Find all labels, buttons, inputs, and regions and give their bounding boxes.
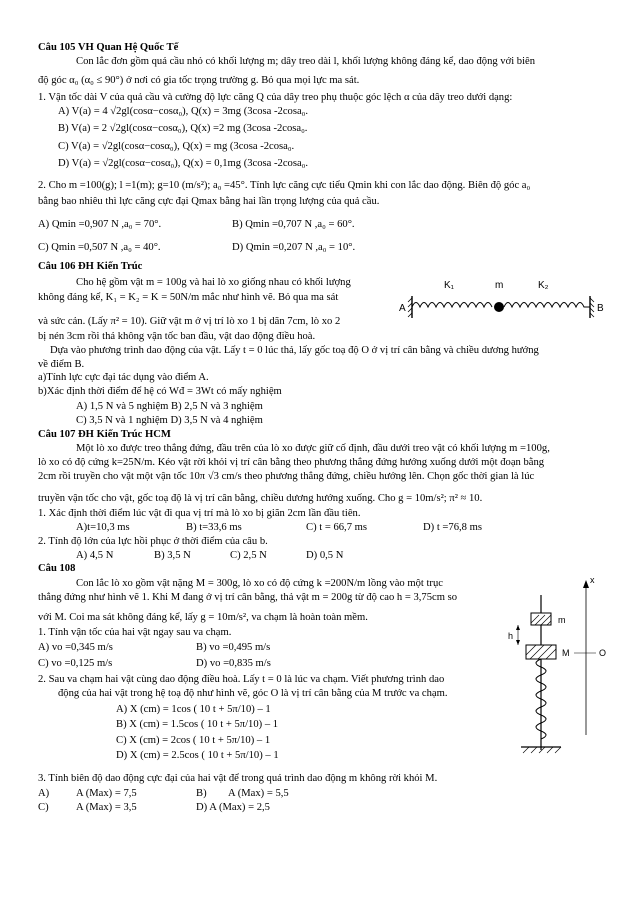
q108-part2-line2: động của hai vật trong hệ toạ độ như hình vẽ, góc O là vị trí cân bằng của M trước va chạm. bbox=[58, 688, 448, 699]
q105-part1: 1. Vận tốc dài V của quả cầu và cường độ lực căng Q của dây treo phụ thuộc góc lệch α của dây treo dưới dạng: bbox=[38, 92, 513, 103]
q105-option-a: A) V(a) = 4 √2gl(cosα−cosα₀), Q(x) = 3mg (3cosa -2cosa₀. bbox=[58, 106, 309, 117]
q106-options-row1: A) 1,5 N và 5 nghiệm B) 2,5 N và 3 nghiệm bbox=[76, 401, 263, 412]
q108-eq-b: B) X (cm) = 1.5cos ( 10 t + 5π/10) – 1 bbox=[116, 719, 279, 730]
q106-options-row2: C) 3,5 N và 1 nghiệm D) 3,5 N và 4 nghiệm bbox=[76, 415, 263, 426]
mass-ball bbox=[494, 302, 504, 312]
label-small-m: m bbox=[558, 615, 566, 625]
q107-p2-d: D) 0,5 N bbox=[306, 550, 344, 561]
q107-line4: truyền vận tốc cho vật, gốc toạ độ là vị trí cân bằng, chiều dương hướng xuống. Cho g = 10m/s²; π² ≈ 10. bbox=[38, 493, 483, 504]
q105-answer-a: A) Qmin =0,907 N ,a₀ = 70°. bbox=[38, 219, 162, 230]
q105-title: Câu 105 VH Quan Hệ Quốc Tế bbox=[38, 42, 179, 53]
q107-p1-b: B) t=33,6 ms bbox=[186, 522, 242, 533]
q108-title: Câu 108 bbox=[38, 563, 76, 574]
q105-answer-d: D) Qmin =0,207 N ,a₀ = 10°. bbox=[232, 242, 356, 253]
q107-p1-d: D) t =76,8 ms bbox=[423, 522, 482, 533]
q106-line2: không đáng kể, K₁ = K₂ = K = 50N/m mắc như hình vẽ. Bỏ qua ma sát bbox=[38, 292, 339, 303]
q108-p1-a: A) vo =0,345 m/s bbox=[38, 642, 113, 653]
q106-line5: Dựa vào phương trình dao động của vật. Lấy t = 0 lúc thả, lấy gốc toạ độ O ở vị trí cân bằng và chiều dương hướng bbox=[50, 345, 539, 356]
q108-eq-a: A) X (cm) = 1cos ( 10 t + 5π/10) – 1 bbox=[116, 704, 271, 715]
q107-p1-c: C) t = 66,7 ms bbox=[306, 522, 368, 533]
q108-p3-c-value: A (Max) = 3,5 bbox=[76, 802, 137, 813]
q107-line1: Một lò xo được treo thẳng đứng, đầu trên của lò xo được giữ cố định, đầu dưới treo vật có khối lượng m =100g, bbox=[76, 443, 550, 454]
spring-mass-figure bbox=[398, 278, 608, 322]
q106-line4: bị nén 3cm rồi thả không vận tốc ban đầu, vật dao động điều hoà. bbox=[38, 331, 316, 342]
axis-x-label: x bbox=[590, 575, 595, 585]
q107-p2-c: C) 2,5 N bbox=[230, 550, 267, 561]
q108-part3: 3. Tính biên độ dao động cực đại của hai vật để trong quá trình dao động m không rời khỏi M. bbox=[38, 773, 438, 784]
q108-line3: với M. Coi ma sát không đáng kể, lấy g = 10m/s², va chạm là hoàn toàn mềm. bbox=[38, 612, 368, 623]
label-k1: K₁ bbox=[444, 280, 455, 291]
q106-title: Câu 106 ĐH Kiến Trúc bbox=[38, 261, 143, 272]
q106-line6: về điểm B. bbox=[38, 359, 85, 370]
q108-part1: 1. Tính vận tốc của hai vật ngay sau va chạm. bbox=[38, 627, 232, 638]
q105-option-d: D) V(a) = √2gl(cosα−cosα₀), Q(x) = 0,1mg (3cosa -2cosa₀. bbox=[58, 158, 309, 169]
q106-line8: b)Xác định thời điểm để hệ có Wđ = 3Wt có mấy nghiệm bbox=[38, 386, 282, 397]
q105-answer-b: B) Qmin =0,707 N ,a₀ = 60°. bbox=[232, 219, 355, 230]
q108-p1-b: B) vo =0,495 m/s bbox=[196, 642, 271, 653]
q108-eq-c: C) X (cm) = 2cos ( 10 t + 5π/10) – 1 bbox=[116, 735, 271, 746]
q107-line3: 2cm rồi truyền cho vật một vận tốc 10π √3 cm/s theo phương thẳng đứng, chiều hướng lên. Chọn gốc thời gian là lúc bbox=[38, 471, 535, 482]
q106-line1: Cho hệ gồm vật m = 100g và hai lò xo giống nhau có khối lượng bbox=[76, 277, 351, 288]
q108-p3-a-value: A (Max) = 7,5 bbox=[76, 788, 137, 799]
q107-part2: 2. Tính độ lớn của lực hồi phục ở thời điểm của câu b. bbox=[38, 536, 268, 547]
q108-p1-c: C) vo =0,125 m/s bbox=[38, 658, 113, 669]
q107-p1-a: A)t=10,3 ms bbox=[76, 522, 130, 533]
q108-line1: Con lắc lò xo gồm vật nặng M = 300g, lò xo có độ cứng k =200N/m lồng vào một trục bbox=[76, 578, 443, 589]
q106-line3: và sức cản. (Lấy π² = 10). Giữ vật m ở vị trí lò xo 1 bị dãn 7cm, lò xo 2 bbox=[38, 316, 341, 327]
q108-p3-d: D) A (Max) = 2,5 bbox=[196, 802, 270, 813]
label-a: A bbox=[399, 303, 406, 314]
q108-part2-line1: 2. Sau va chạm hai vật cùng dao động điều hoà. Lấy t = 0 là lúc va chạm. Viết phương trình dao bbox=[38, 674, 445, 685]
q108-eq-d: D) X (cm) = 2.5cos ( 10 t + 5π/10) – 1 bbox=[116, 750, 279, 761]
q107-p2-b: B) 3,5 N bbox=[154, 550, 191, 561]
q108-line2: thẳng đứng như hình vẽ 1. Khi M đang ở vị trí cân bằng, thả vật m = 200g từ độ cao h = 3,75cm so bbox=[38, 592, 458, 603]
q108-p3-b-value: A (Max) = 5,5 bbox=[228, 788, 289, 799]
q105-intro-line1: Con lắc đơn gồm quả cầu nhỏ có khối lượng m; dây treo dài l, khối lượng không đáng kể, dao động với biên bbox=[76, 56, 536, 67]
q108-p3-a-label: A) bbox=[38, 788, 50, 799]
label-h: h bbox=[508, 631, 514, 641]
spring-k2 bbox=[504, 303, 590, 308]
q108-p3-c-label: C) bbox=[38, 802, 49, 813]
label-big-m: M bbox=[562, 648, 570, 658]
q107-title: Câu 107 ĐH Kiến Trúc HCM bbox=[38, 429, 171, 440]
q107-line2: lò xo có độ cứng k=25N/m. Kéo vật rời khỏi vị trí cân bằng theo phương thẳng đứng hướng xuống dưới một đoạn bằng bbox=[38, 457, 545, 468]
q105-part2-line2: bằng bao nhiêu thì lực căng cực đại Qmax bằng hai lần trọng lượng của quả cầu. bbox=[38, 196, 380, 207]
q108-p1-d: D) vo =0,835 m/s bbox=[196, 658, 271, 669]
q105-answer-c: C) Qmin =0,507 N ,a₀ = 40°. bbox=[38, 242, 161, 253]
q108-p3-b-label: B) bbox=[196, 788, 207, 799]
label-k2: K₂ bbox=[538, 280, 549, 291]
q105-option-b: B) V(a) = 2 √2gl(cosα−cosα₀), Q(x) =2 mg (3cosa -2cosa₀. bbox=[58, 123, 308, 134]
label-b: B bbox=[597, 303, 604, 314]
label-origin: O bbox=[599, 648, 607, 658]
q105-intro-line2: độ góc α₀ (α₀ ≤ 90°) ở nơi có gia tốc trọng trường g. Bỏ qua mọi lực ma sát. bbox=[38, 75, 360, 86]
q107-p2-a: A) 4,5 N bbox=[76, 550, 114, 561]
vertical-spring-figure bbox=[506, 575, 616, 765]
q105-option-c: C) V(a) = √2gl(cosα−cosα₀), Q(x) = mg (3cosa -2cosa₀. bbox=[58, 141, 295, 152]
q107-part1: 1. Xác định thời điểm lúc vật đi qua vị trí mà lò xo bị giãn 2cm lần đầu tiên. bbox=[38, 508, 361, 519]
q105-part2-line1: 2. Cho m =100(g); l =1(m); g=10 (m/s²); a₀ =45°. Tính lực căng cực tiểu Qmin khi con lắc dao động. Biên độ góc a₀ bbox=[38, 180, 531, 191]
q106-line7: a)Tính lực cực đại tác dụng vào điểm A. bbox=[38, 372, 209, 383]
label-m: m bbox=[495, 280, 504, 291]
spring-k1 bbox=[412, 303, 492, 308]
